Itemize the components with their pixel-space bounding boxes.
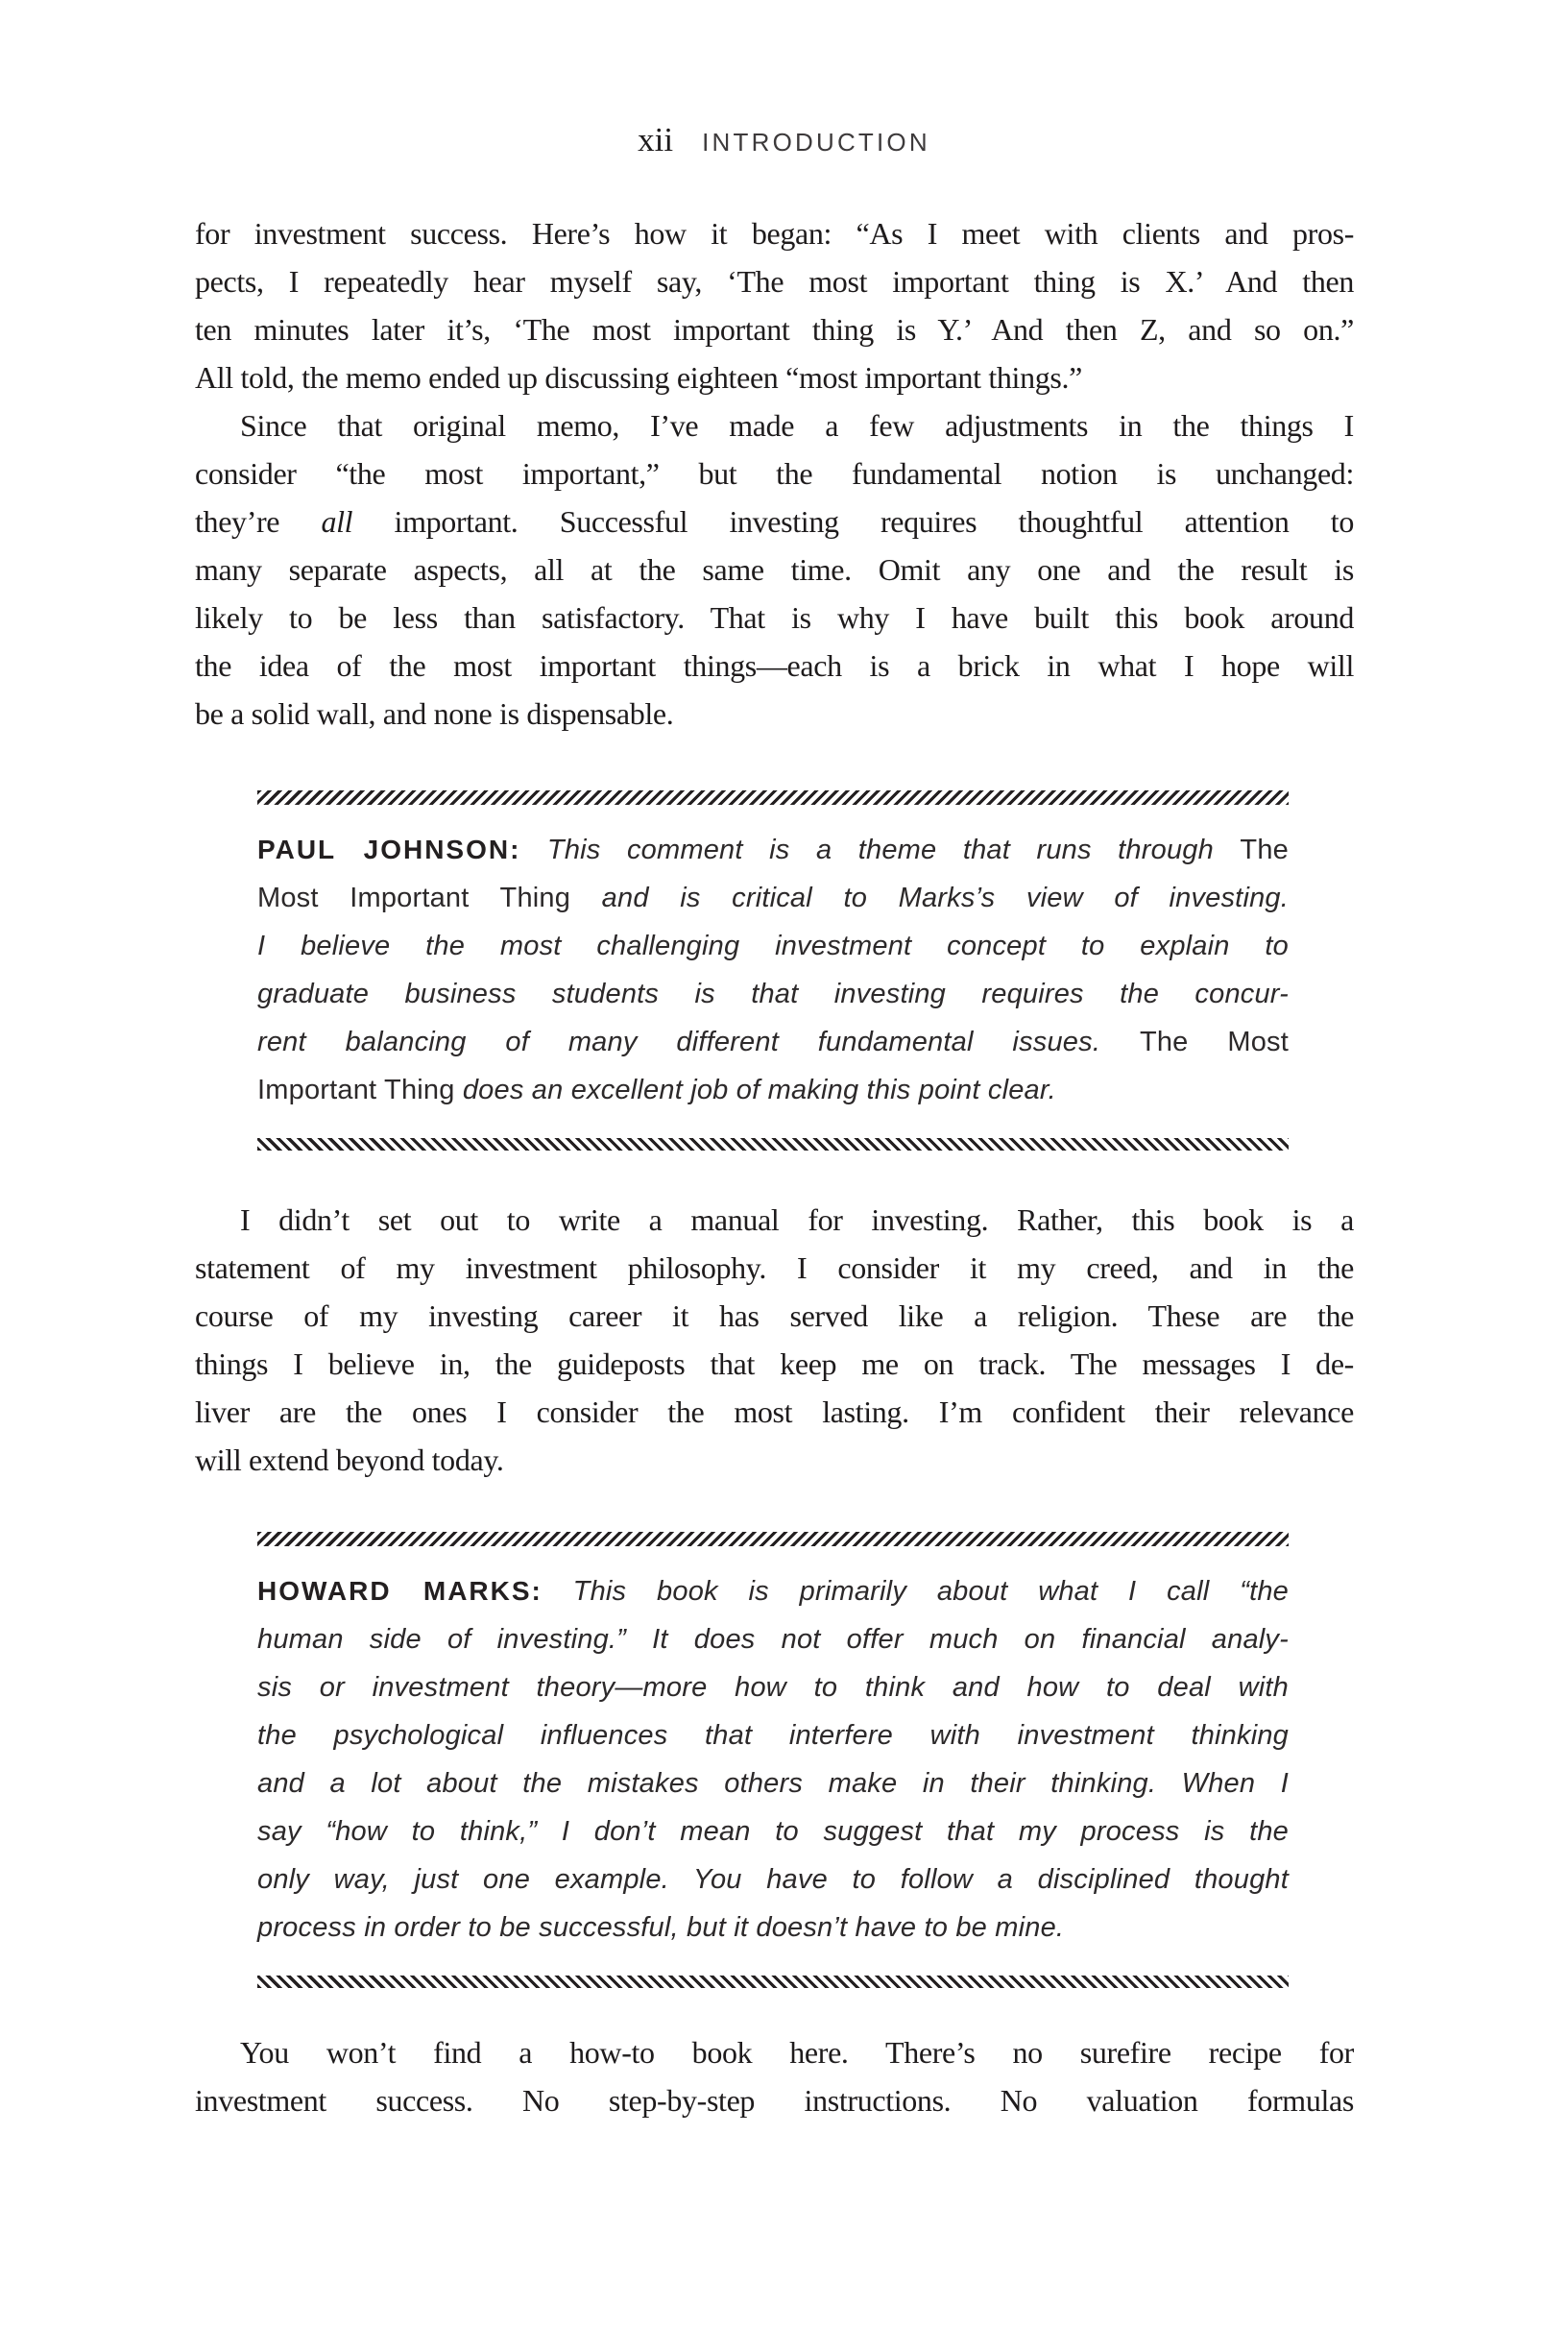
- text-segment: statement of my investment philosophy. I consider it my creed, and in the: [195, 1250, 1354, 1285]
- text-line: [195, 642, 1354, 690]
- text-segment: All told, the memo ended up discussing eighteen “most important things.”: [195, 360, 1082, 395]
- hatch-rule-bottom: [257, 1138, 1289, 1151]
- text-column: [195, 0, 1354, 2124]
- text-line: [195, 1388, 1354, 1436]
- text-line: [195, 497, 1354, 546]
- hatch-rule-top: [257, 1532, 1289, 1546]
- text-segment: ten minutes later it’s, ‘The most important thing is Y.’ And then Z, and so on.”: [195, 312, 1354, 347]
- hatch-rule-top: [257, 790, 1289, 805]
- text-line: [257, 1711, 1289, 1759]
- text-line: [195, 1292, 1354, 1340]
- text-line: [257, 1663, 1289, 1711]
- text-line: [257, 1807, 1289, 1855]
- commentary-text: [257, 1546, 1289, 1976]
- text-segment: for investment success. Here’s how it began: “As I meet with clients and pros-: [195, 216, 1354, 251]
- text-line: [195, 2076, 1354, 2124]
- text-segment: say “how to think,” I don’t mean to suggest that my process is the: [257, 1816, 1289, 1847]
- text-segment: they’re: [195, 504, 322, 539]
- text-segment: and is critical to Marks’s view of investing.: [601, 883, 1289, 913]
- text-segment: process in order to be successful, but it doesn’t have to be mine.: [257, 1912, 1065, 1943]
- section-title: INTRODUCTION: [702, 128, 930, 157]
- text-segment: consider “the most important,” but the fundamental notion is unchanged:: [195, 456, 1354, 491]
- text-segment: important. Successful investing requires thoughtful attention to: [352, 504, 1354, 539]
- text-line: [195, 257, 1354, 305]
- text-line: [257, 1759, 1289, 1807]
- body-paragraph: [195, 209, 1354, 401]
- text-line: [257, 1903, 1289, 1952]
- text-segment: human side of investing.” It does not offer much on financial analy-: [257, 1624, 1289, 1655]
- text-line: [195, 690, 1354, 738]
- text-segment: This book is primarily about what I call “the: [542, 1576, 1289, 1607]
- text-line: [195, 1340, 1354, 1388]
- text-line: [257, 970, 1289, 1018]
- text-segment: only way, just one example. You have to follow a disciplined thought: [257, 1864, 1289, 1895]
- text-line: [257, 826, 1289, 874]
- text-segment: graduate business students is that investing requires the concur-: [257, 979, 1289, 1009]
- text-line: [195, 353, 1354, 401]
- text-segment: the psychological influences that interfere with investment thinking: [257, 1720, 1289, 1751]
- hatch-rule-bottom: [257, 1976, 1289, 1988]
- text-segment: The: [1240, 835, 1289, 865]
- text-segment: I believe the most challenging investment concept to explain to: [257, 931, 1289, 961]
- text-segment: the idea of the most important things—each is a brick in what I hope will: [195, 648, 1354, 683]
- text-line: [257, 922, 1289, 970]
- text-segment: course of my investing career it has served like a religion. These are the: [195, 1298, 1354, 1333]
- commentary-text: [257, 805, 1289, 1138]
- text-line: [257, 874, 1289, 922]
- speaker-label: HOWARD MARKS:: [257, 1576, 543, 1606]
- text-line: [195, 305, 1354, 353]
- text-line: [195, 1436, 1354, 1484]
- text-line: [195, 401, 1354, 449]
- commentary-block: [257, 790, 1289, 1151]
- text-line: [257, 1066, 1289, 1114]
- text-line: [257, 1018, 1289, 1066]
- text-line: [195, 2028, 1354, 2076]
- text-segment: Important Thing: [257, 1075, 463, 1105]
- text-line: [257, 1567, 1289, 1615]
- text-line: [195, 1244, 1354, 1292]
- text-segment: The Most: [1139, 1027, 1289, 1057]
- page-number: xii: [638, 121, 674, 158]
- text-line: [195, 449, 1354, 497]
- text-segment: sis or investment theory—more how to think and how to deal with: [257, 1672, 1289, 1703]
- speaker-label: PAUL JOHNSON:: [257, 835, 521, 864]
- text-segment: likely to be less than satisfactory. That is why I have built this book around: [195, 600, 1354, 635]
- body-paragraph: [195, 2028, 1354, 2124]
- text-line: [195, 546, 1354, 594]
- text-segment: pects, I repeatedly hear myself say, ‘The most important thing is X.’ And then: [195, 264, 1354, 299]
- text-segment: I didn’t set out to write a manual for investing. Rather, this book is a: [240, 1202, 1354, 1237]
- text-line: [195, 1196, 1354, 1244]
- text-segment: be a solid wall, and none is dispensable.: [195, 696, 674, 731]
- text-segment: all: [321, 504, 353, 539]
- text-segment: investment success. No step-by-step instructions. No valuation formulas: [195, 2083, 1354, 2118]
- text-segment: does an excellent job of making this point clear.: [462, 1075, 1056, 1105]
- text-segment: Most Important Thing: [257, 883, 602, 913]
- text-line: [195, 594, 1354, 642]
- text-segment: You won’t find a how-to book here. There’s no surefire recipe for: [240, 2035, 1354, 2070]
- text-line: [195, 209, 1354, 257]
- text-line: [257, 1615, 1289, 1663]
- body-paragraph: [195, 401, 1354, 738]
- text-segment: many separate aspects, all at the same time. Omit any one and the result is: [195, 552, 1354, 587]
- text-segment: liver are the ones I consider the most lasting. I’m confident their relevance: [195, 1394, 1354, 1429]
- text-segment: Since that original memo, I’ve made a few adjustments in the things I: [240, 408, 1354, 443]
- text-segment: things I believe in, the guideposts that keep me on track. The messages I de-: [195, 1346, 1354, 1381]
- text-line: [257, 1855, 1289, 1903]
- text-segment: rent balancing of many different fundamental issues.: [257, 1027, 1140, 1057]
- text-segment: and a lot about the mistakes others make in their thinking. When I: [257, 1768, 1289, 1799]
- body-paragraph: [195, 1196, 1354, 1484]
- text-segment: will extend beyond today.: [195, 1443, 504, 1477]
- text-segment: This comment is a theme that runs through: [520, 835, 1241, 865]
- commentary-block: [257, 1532, 1289, 1988]
